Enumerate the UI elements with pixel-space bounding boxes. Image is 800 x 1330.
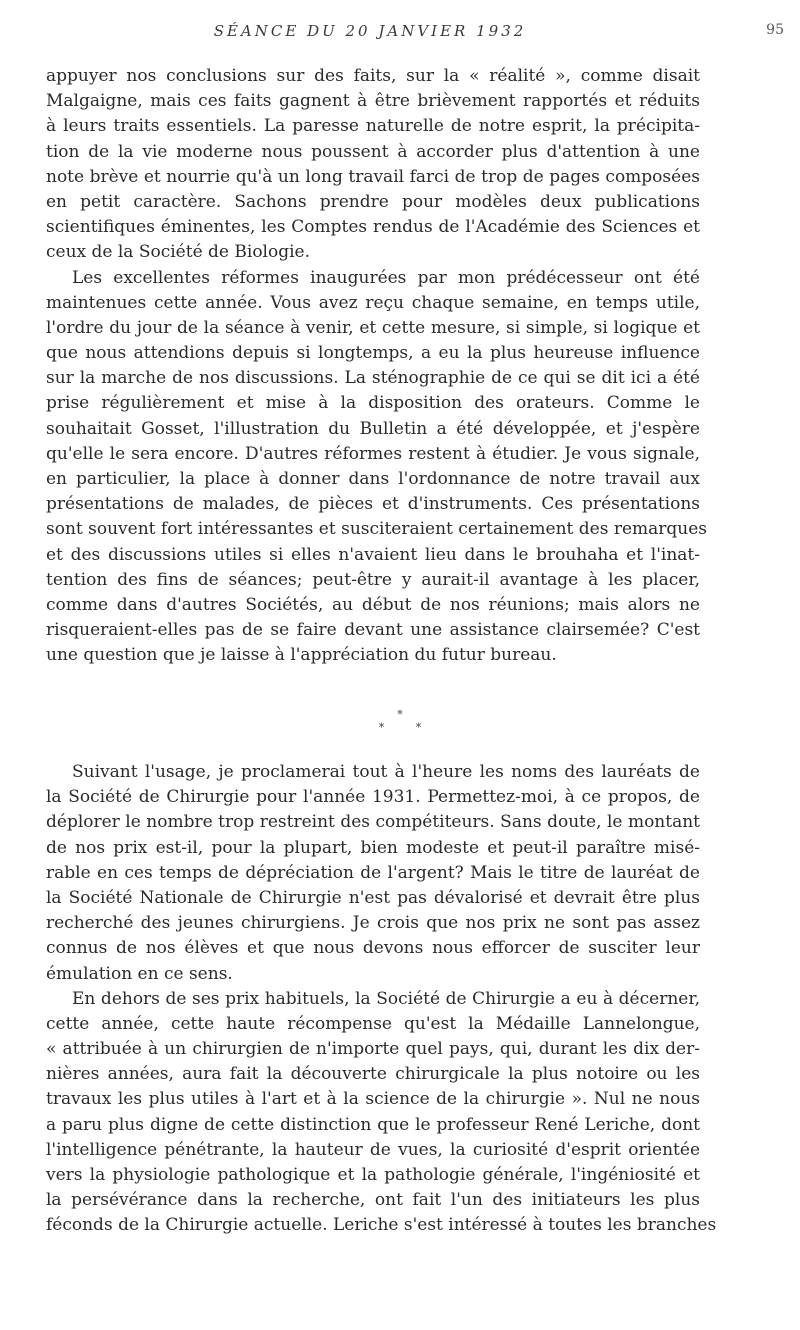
section-separator [0, 708, 800, 734]
text-line: Suivant l'usage, je proclamerai tout à l'heure les noms des lauréats de [72, 762, 700, 782]
text-line: de nos prix est-il, pour la plupart, bien modeste et peut-il paraître misé- [46, 837, 700, 858]
text-line: « attribuée à un chirurgien de n'importe quel pays, qui, durant les dix der- [46, 1039, 700, 1060]
text-line: tion de la vie moderne nous poussent à accorder plus d'attention à une [46, 141, 700, 162]
asterism-bottom: * * [378, 721, 436, 734]
text-line: prise régulièrement et mise à la disposition des orateurs. Comme le [46, 393, 700, 414]
text-line: scientifiques éminentes, les Comptes rendus de l'Académie des Sciences et [46, 217, 700, 238]
text-line: sur la marche de nos discussions. La sténographie de ce qui se dit ici a été [46, 368, 700, 389]
text-line: nières années, aura fait la découverte chirurgicale la plus notoire ou les [46, 1064, 700, 1085]
text-line: En dehors de ses prix habituels, la Société de Chirurgie a eu à décerner, [72, 988, 700, 1009]
text-line: recherché des jeunes chirurgiens. Je crois que nos prix ne sont pas assez [46, 913, 700, 934]
text-line: connus de nos élèves et que nous devons nous efforcer de susciter leur [46, 938, 700, 959]
text-line: présentations de malades, de pièces et d'instruments. Ces présentations [46, 494, 700, 515]
text-line: qu'elle le sera encore. D'autres réformes restent à étudier. Je vous signale, [46, 443, 700, 464]
text-line: Les excellentes réformes inaugurées par mon prédécesseur ont été [72, 267, 700, 288]
text-line: appuyer nos conclusions sur des faits, sur la « réalité », comme disait [46, 66, 700, 86]
text-line: en petit caractère. Sachons prendre pour modèles deux publications [46, 191, 700, 212]
asterism-top: * [397, 708, 403, 721]
text-line: l'intelligence pénétrante, la hauteur de vues, la curiosité d'esprit orientée [46, 1139, 700, 1160]
text-line: rable en ces temps de dépréciation de l'argent? Mais le titre de lauréat de [46, 862, 700, 883]
text-line: l'ordre du jour de la séance à venir, et cette mesure, si simple, si logique et [46, 317, 700, 338]
text-line: déplorer le nombre trop restreint des compétiteurs. Sans doute, le montant [46, 812, 700, 833]
text-line: féconds de la Chirurgie actuelle. Leriche s'est intéressé à toutes les branches [46, 1215, 717, 1236]
running-head [0, 22, 800, 46]
text-line: comme dans d'autres Sociétés, au début de nos réunions; mais alors ne [46, 594, 700, 615]
text-line: la Société Nationale de Chirurgie n'est pas dévalorisé et devrait être plus [46, 887, 700, 908]
text-block-1 [46, 64, 708, 669]
text-line: souhaitait Gosset, l'illustration du Bulletin a été développée, et j'espère [46, 418, 700, 439]
text-line: et des discussions utiles si elles n'avaient lieu dans le brouhaha et l'inat- [46, 544, 700, 565]
text-line: la Société de Chirurgie pour l'année 1931. Permettez-moi, à ce propos, de [46, 787, 700, 808]
text-line: sont souvent fort intéressantes et susciteraient certainement des remarques [46, 519, 708, 540]
text-line: à leurs traits essentiels. La paresse naturelle de notre esprit, la précipita- [46, 116, 700, 137]
text-line: que nous attendions depuis si longtemps, a eu la plus heureuse influence [46, 343, 700, 364]
text-line: maintenues cette année. Vous avez reçu chaque semaine, en temps utile, [46, 292, 700, 313]
text-line: une question que je laisse à l'appréciation du futur bureau. [46, 645, 557, 666]
text-line: la persévérance dans la recherche, ont fait l'un des initiateurs les plus [46, 1190, 700, 1211]
text-line: a paru plus digne de cette distinction que le professeur René Leriche, dont [46, 1114, 700, 1135]
page-number: 95 [766, 22, 784, 38]
running-title: SÉANCE DU 20 JANVIER 1932 [213, 22, 527, 40]
text-line: travaux les plus utiles à l'art et à la science de la chirurgie ». Nul ne nous [46, 1089, 700, 1110]
text-line: émulation en ce sens. [46, 963, 233, 984]
text-line: ceux de la Société de Biologie. [46, 242, 311, 263]
text-line: Malgaigne, mais ces faits gagnent à être brièvement rapportés et réduits [46, 91, 700, 112]
text-line: risqueraient-elles pas de se faire devant une assistance clairsemée? C'est [46, 620, 700, 641]
text-line: tention des fins de séances; peut-être y aurait-il avantage à les placer, [46, 569, 700, 590]
text-line: en particulier, la place à donner dans l'ordonnance de notre travail aux [46, 469, 700, 489]
text-line: cette année, cette haute récompense qu'est la Médaille Lannelongue, [46, 1013, 700, 1034]
text-line: note brève et nourrie qu'à un long travail farci de trop de pages composées [46, 166, 700, 187]
text-line: vers la physiologie pathologique et la pathologie générale, l'ingéniosité et [46, 1165, 700, 1185]
text-block-2 [46, 760, 717, 1239]
